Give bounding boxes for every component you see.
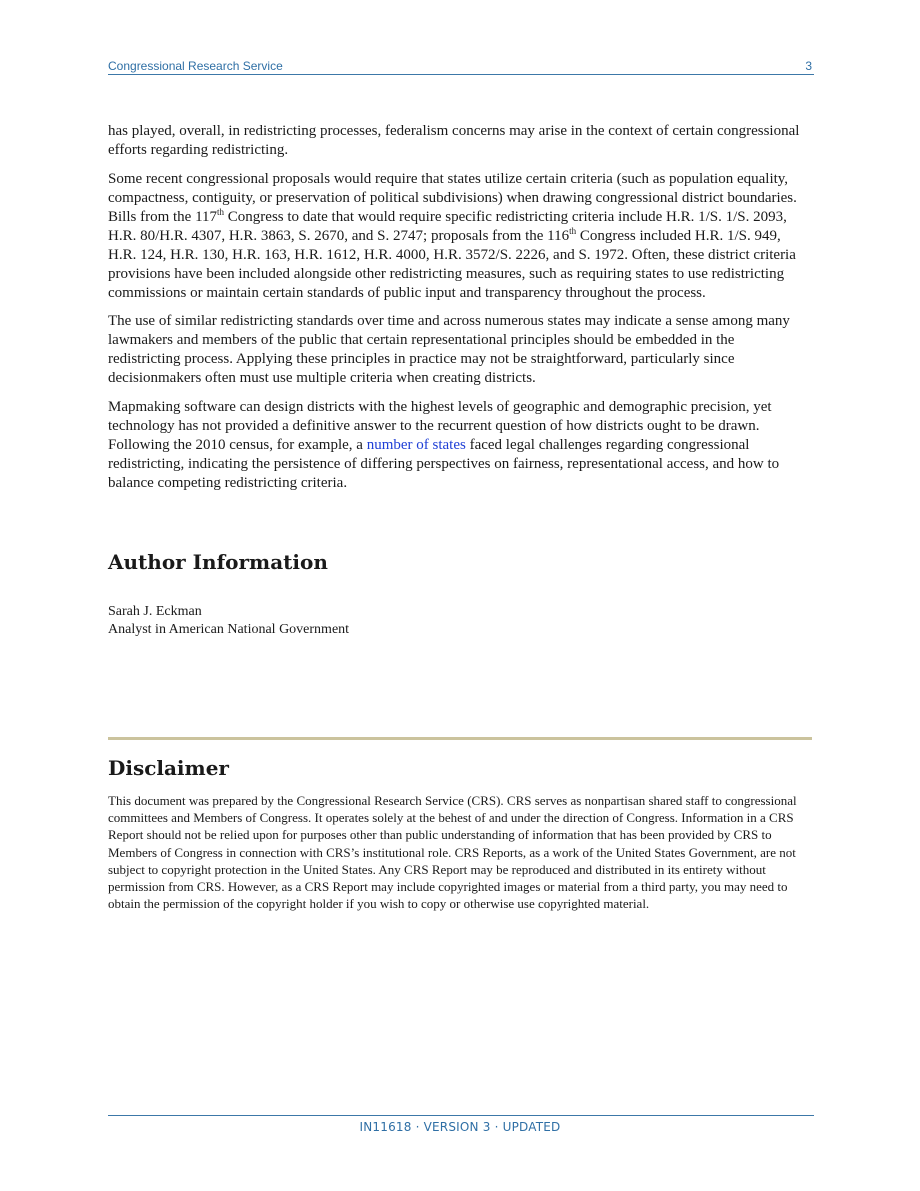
paragraph-3	[108, 312, 808, 388]
paragraph-1	[108, 122, 808, 160]
paragraph-2	[108, 170, 808, 303]
ordinal-superscript: th	[569, 225, 577, 236]
disclaimer-heading: Disclaimer	[108, 756, 229, 780]
header-title: Congressional Research Service	[108, 59, 283, 73]
disclaimer-text: This document was prepared by the Congressional Research Service (CRS). CRS serves as nonpartisan shared staff to congressional committees and Members of Congress. It operates solely at the behest of and under the direction of Congress. Information in a CRS Report should not be relied upon for purposes other than public understanding of information that has been provided by CRS to Members of Congress in connection with CRS’s institutional role. CRS Reports, as a work of the United States Government, are not subject to copyright protection in the United States. Any CRS Report may be reproduced and distributed in its entirety without permission from CRS. However, as a CRS Report may include copyrighted images or material from a third party, you may need to obtain the permission of the copyright holder if you wish to copy or otherwise use copyrighted material.	[108, 793, 797, 912]
footer-divider	[108, 1115, 814, 1116]
paragraph-1-text: has played, overall, in redistricting processes, federalism concerns may arise in the context of certain congressional efforts regarding redistricting.	[108, 123, 800, 158]
paragraph-2-text-a: Some recent congressional proposals would require that states utilize certain criteria (such as population equality, compactness, contiguity, or preservation of political subdivisions) when drawing congressional district boundaries. Bills from the 117	[108, 170, 797, 225]
author-name: Sarah J. Eckman	[108, 604, 202, 619]
ordinal-superscript: th	[217, 206, 225, 217]
author-title: Analyst in American National Government	[108, 622, 350, 637]
disclaimer-divider	[108, 737, 812, 740]
author-block	[108, 603, 349, 639]
paragraph-4-text-b: faced legal challenges regarding congressional redistricting, indicating the persistence of differing perspectives on fairness, representational access, and how to balance competing redistricting criteria.	[108, 436, 780, 491]
page-number: 3	[805, 59, 812, 73]
number-of-states-link[interactable]: number of states	[366, 436, 466, 453]
paragraph-3-text: The use of similar redistricting standards over time and across numerous states may indicate a sense among many lawmakers and members of the public that certain representational principles should be embedded in the redistricting process. Applying these principles in practice may not be straightforward, particularly since decisionmakers often must use multiple criteria when creating districts.	[108, 313, 790, 386]
paragraph-2-text-b: Congress to date that would require specific redistricting criteria include H.R. 1/S. 1/S. 2093, H.R. 80/H.R. 4307, H.R. 3863, S. 2670, and S. 2747; proposals from the 116	[108, 208, 787, 244]
paragraph-4-text-a: Mapmaking software can design districts with the highest levels of geographic and demographic precision, yet technology has not provided a definitive answer to the recurrent question of how districts ought to be drawn. Following the 2010 census, for example, a	[108, 398, 772, 453]
page-header	[108, 58, 814, 75]
author-information-heading: Author Information	[108, 550, 328, 574]
paragraph-2-text-c: Congress included H.R. 1/S. 949, H.R. 124, H.R. 130, H.R. 163, H.R. 1612, H.R. 4000, H.R. 3572/S. 2226, and S. 1972. Often, these district criteria provisions have been included alongside other redistricting measures, such as requiring states to use redistricting commissions or maintain certain standards of public input and transparency throughout the process.	[108, 227, 796, 301]
paragraph-4	[108, 398, 808, 493]
body-text	[108, 122, 808, 502]
footer-version-text: IN11618 · VERSION 3 · UPDATED	[359, 1120, 561, 1134]
